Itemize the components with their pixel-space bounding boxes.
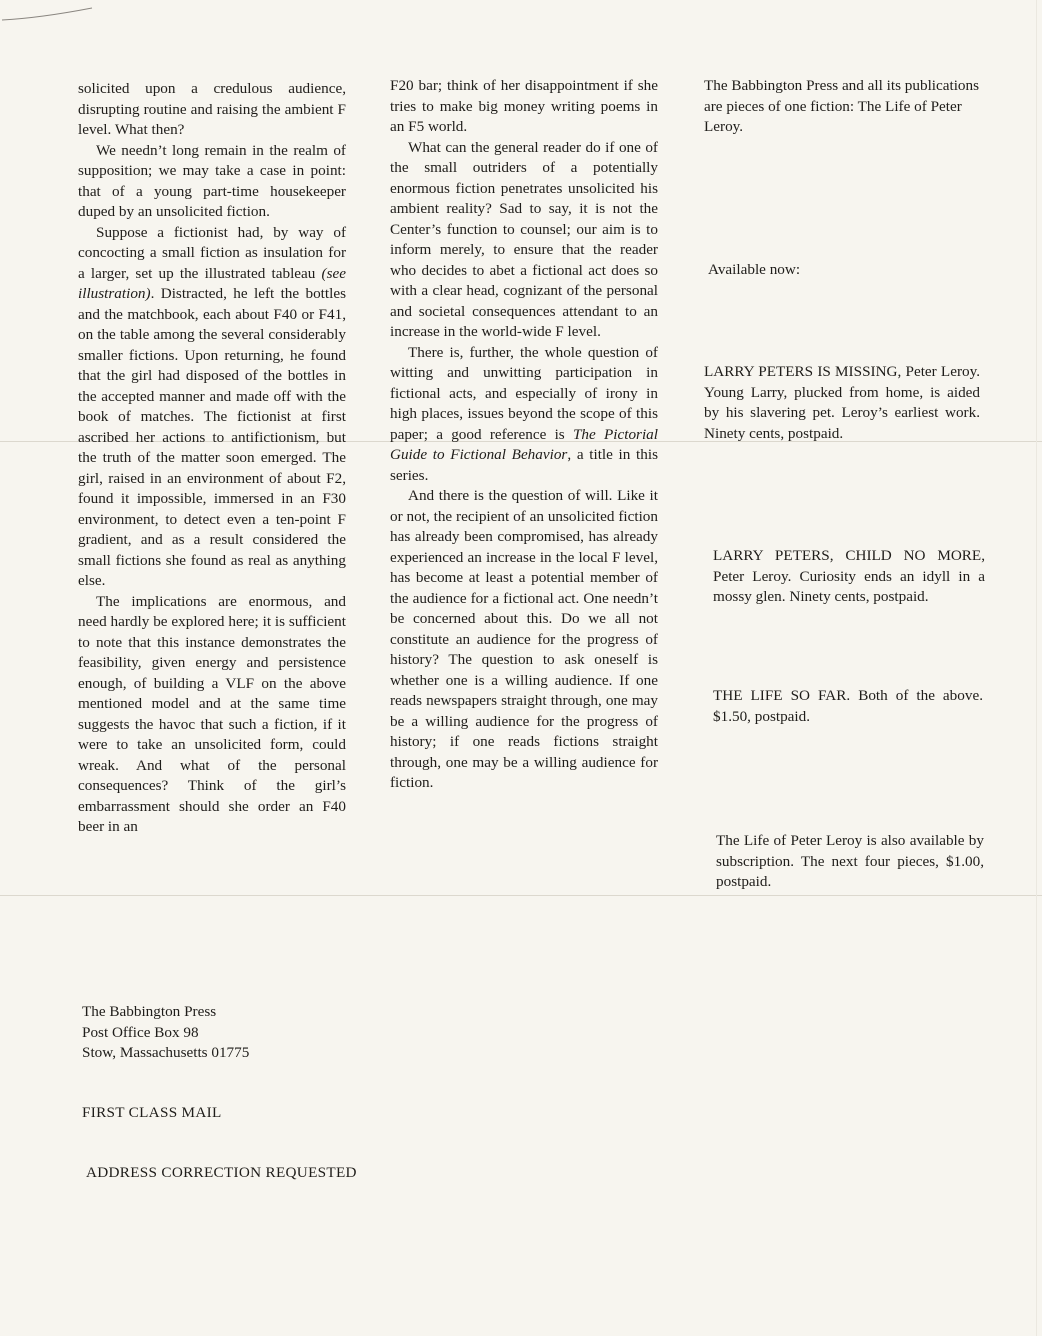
col2-p3-text-a: There is, further, the whole question of witting and unwitting participation in fictional acts, and especially of irony in high places, issues beyond the scope of this paper; a good reference is: [390, 343, 658, 443]
text-column-2: [390, 76, 658, 794]
address-line-2: Post Office Box 98: [82, 1023, 199, 1041]
text-column-1: [78, 79, 346, 838]
see-illustration-reference: (see illustration): [78, 264, 346, 302]
col2-paragraph-4: And there is the question of will. Like it or not, the recipient of an unsolicited fiction has already been compromised, has already experienced an increase in the local F level, has become at least a potential member of the audience for a fictional act. One needn’t be concerned about this. Do we all not constitute an audience for the progress of history? The question to ask oneself is whether one is a willing audience. If one reads newspapers straight through, one may be a willing audience for the progress of history; if one reads fictions straight through, one may be a willing audience for fiction.: [390, 487, 658, 791]
col2-p3-text-b: , a title in this series.: [390, 446, 658, 484]
return-address: [82, 1002, 249, 1064]
press-intro: The Babbington Press and all its publications are pieces of one fiction: The Life of Peter Leroy.: [704, 77, 980, 135]
address-line-1: The Babbington Press: [82, 1003, 217, 1020]
col1-paragraph-1: solicited upon a credulous audience, disrupting routine and raising the ambient F level. What then?: [78, 80, 346, 138]
catalog-item-life-so-far: THE LIFE SO FAR. Both of the above. $1.50, postpaid.: [713, 687, 983, 725]
col2-paragraph-1: F20 bar; think of her disappointment if she tries to make big money writing poems in an F5 world.: [390, 77, 658, 135]
address-line-3: Stow, Massachusetts 01775: [82, 1044, 250, 1061]
pictorial-guide-title: The Pictorial Guide to Fictional Behavior: [390, 425, 658, 463]
col1-p3-text-b: . Distracted, he left the bottles and the matchbook, each about F40 or F41, on the table among the several considerably smaller fictions. Upon returning, he found that the girl had disposed of the bottles in the accepted manner and made off with the book of matches. The fictionist at first ascribed her actions to antifictionism, but the truth of the matter soon emerged. The girl, raised in an environment of about F2, found it impossible, immersed in an F30 environment, to detect even a ten-point F gradient, and as a result considered the small fictions she found as real as anything else.: [78, 285, 346, 589]
catalog-item-larry-peters-missing: LARRY PETERS IS MISSING, Peter Leroy. Young Larry, plucked from home, is aided by his slavering pet. Leroy’s earliest work. Ninety cents, postpaid.: [704, 363, 980, 442]
col1-paragraph-2: We needn’t long remain in the realm of supposition; we may take a case in point: that of a young part-time housekeeper duped by an unsolicited fiction.: [78, 141, 346, 220]
col1-p3-text-a: Suppose a fictionist had, by way of concocting a small fiction as insulation for a larger, set up the illustrated tableau: [78, 223, 346, 282]
page-edge: [1036, 0, 1037, 1336]
mail-class: FIRST CLASS MAIL: [82, 1104, 222, 1121]
pencil-mark: [0, 6, 95, 24]
subscription-note: The Life of Peter Leroy is also available by subscription. The next four pieces, $1.00, postpaid.: [716, 832, 984, 890]
address-correction: ADDRESS CORRECTION REQUESTED: [86, 1164, 357, 1181]
catalog-item-child-no-more: LARRY PETERS, CHILD NO MORE, Peter Leroy. Curiosity ends an idyll in a mossy glen. Ninety cents, postpaid.: [713, 547, 985, 605]
available-now-heading: Available now:: [708, 261, 801, 278]
col2-paragraph-2: What can the general reader do if one of the small outriders of a potentially enormous fiction penetrates unsolicited his ambient reality? Sad to say, it is not the Center’s function to counsel; our aim is to inform merely, to ensure that the reader who decides to abet a fictional act does so with a clear head, cognizant of the personal and societal consequences attendant to an increase in the world-wide F level.: [390, 138, 658, 340]
fold-line-lower: [0, 895, 1042, 896]
col1-paragraph-4: The implications are enormous, and need hardly be explored here; it is sufficient to note that this instance demonstrates the feasibility, given energy and persistence enough, of building a VLF on the above mentioned model and at the same time suggests the havoc that such a fiction, if it were to take an unsolicited form, could wreak. And what of the personal consequences? Think of the girl’s embarrassment should she order an F40 beer in an: [78, 592, 346, 835]
col1-paragraph-3: [78, 223, 346, 592]
col2-paragraph-3: [390, 343, 658, 487]
